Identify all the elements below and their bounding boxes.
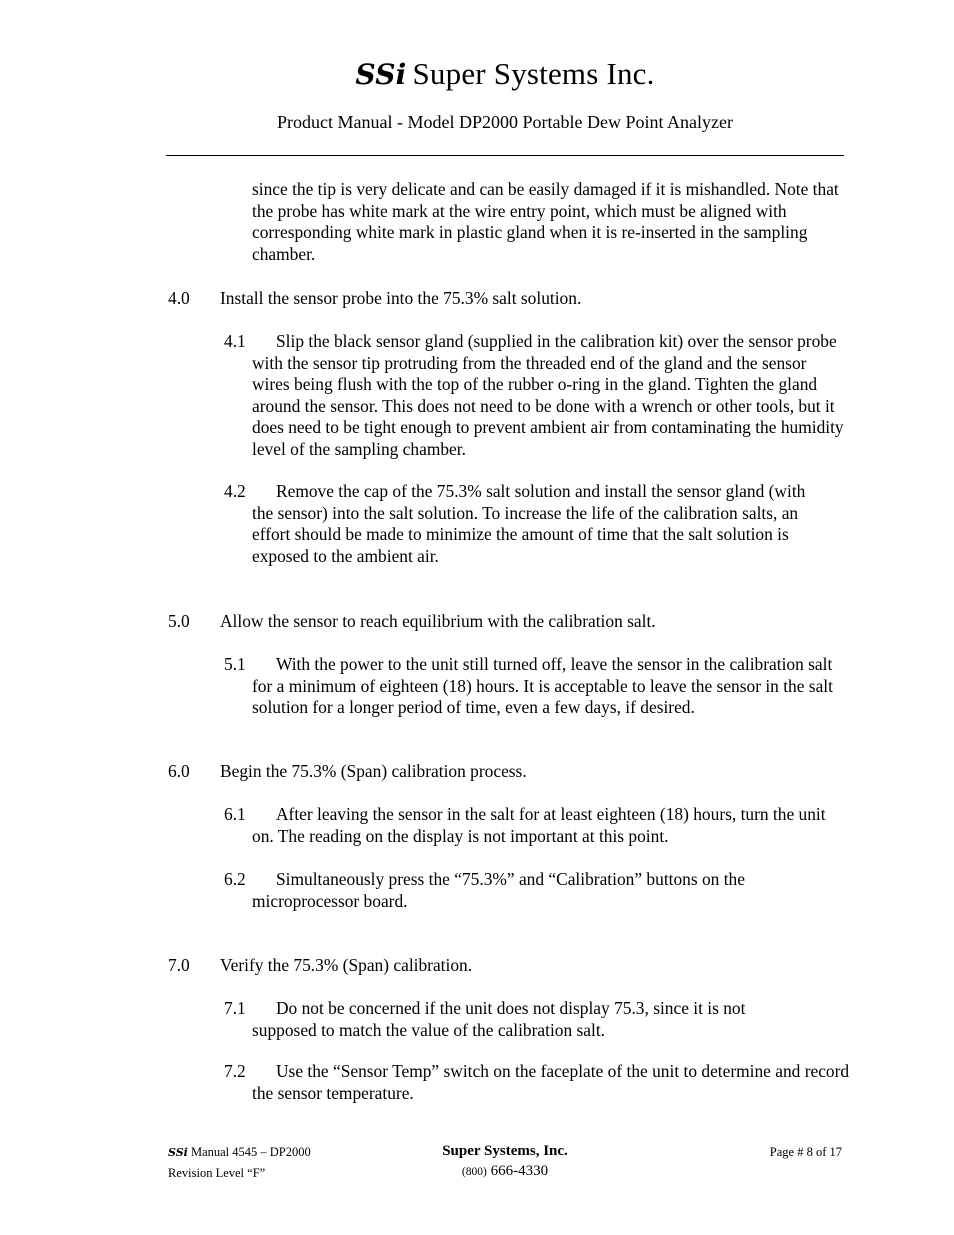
subsection-6-2-number: 6.2 (224, 869, 246, 889)
footer-manual-number: Manual 4545 – DP2000 (187, 1145, 311, 1159)
section-number: 7.0 (168, 955, 190, 975)
section-number: 6.0 (168, 761, 190, 781)
section-number: 4.0 (168, 288, 190, 308)
subsection-text: Simultaneously press the “75.3%” and “Calibration” buttons on the microprocessor board. (252, 869, 745, 911)
subsection-4-2-text (224, 481, 830, 567)
subsection-5-1-text (224, 654, 846, 719)
section-5-0 (168, 611, 656, 633)
subsection-7-2-text (224, 1061, 850, 1104)
subsection-4-2-number: 4.2 (224, 481, 246, 501)
subsection-6-1-number: 6.1 (224, 804, 246, 824)
header-divider (166, 155, 844, 156)
company-title (0, 56, 954, 92)
subsection-7-1-number: 7.1 (224, 998, 246, 1018)
subsection-7-1-text (224, 998, 814, 1041)
subsection-text: Do not be concerned if the unit does not display 75.3, since it is not supposed to match the value of the calibration salt. (252, 998, 746, 1040)
footer-phone (400, 1161, 610, 1182)
subsection-6-2-text (224, 869, 814, 912)
subsection-text: With the power to the unit still turned off, leave the sensor in the calibration salt for a minimum of eighteen (18) hours. It is acceptable to leave the sensor in the salt solution for a longer period of time, even a few days, if desired. (252, 654, 833, 718)
section-text: Allow the sensor to reach equilibrium with the calibration salt. (220, 611, 656, 631)
footer-page-number: Page # 8 of 17 (769, 1145, 842, 1159)
manual-subtitle: Product Manual - Model DP2000 Portable Dew Point Analyzer (277, 112, 733, 132)
subsection-text: After leaving the sensor in the salt for at least eighteen (18) hours, turn the unit on. The reading on the display is not important at this point. (252, 804, 826, 846)
footer-center (400, 1141, 610, 1182)
footer-left (168, 1142, 311, 1184)
section-number: 5.0 (168, 611, 190, 631)
section-6-0 (168, 761, 527, 783)
footer-revision: Revision Level “F” (168, 1166, 266, 1180)
company-name: Super Systems Inc. (412, 56, 655, 91)
subsection-text: Use the “Sensor Temp” switch on the faceplate of the unit to determine and record the sensor temperature. (252, 1061, 850, 1103)
footer-company: Super Systems, Inc. (442, 1143, 568, 1159)
section-4-0 (168, 288, 581, 310)
intro-paragraph: since the tip is very delicate and can be easily damaged if it is mishandled. Note that the probe has white mark at the wire entry point, which must be aligned with corresponding white mark in plastic gland when it is re-inserted in the sampling chamber. (252, 179, 839, 264)
subsection-5-1-number: 5.1 (224, 654, 246, 674)
ssi-logo: SSi (355, 58, 407, 91)
section-7-0 (168, 955, 472, 977)
subsection-text: Slip the black sensor gland (supplied in the calibration kit) over the sensor probe with the sensor tip protruding from the threaded end of the gland and the sensor wires being flush with the top of the rubber o-ring in the gland. Tighten the gland around the sensor. This does not need to be done with a wrench or other tools, but it does need to be tight enough to prevent ambient air from contaminating the humidity level of the sampling chamber. (252, 331, 844, 459)
footer-ssi-logo: SSi (168, 1146, 188, 1159)
subsection-6-1-text (224, 804, 842, 847)
section-text: Verify the 75.3% (Span) calibration. (220, 955, 473, 975)
footer-phone-area: (800) (461, 1166, 487, 1178)
footer-phone-number: 666-4330 (486, 1163, 549, 1179)
subsection-4-1-text (224, 331, 844, 461)
subsection-number: 4.1 (224, 331, 246, 351)
subsection-7-2-number: 7.2 (224, 1061, 246, 1081)
section-text: Install the sensor probe into the 75.3% salt solution. (220, 288, 582, 308)
section-text: Begin the 75.3% (Span) calibration process. (220, 761, 527, 781)
subsection-text: Remove the cap of the 75.3% salt solution and install the sensor gland (with the sensor) into the salt solution. To increase the life of the calibration salts, an effort should be made to minimize the amount of time that the salt solution is exposed to the ambient air. (252, 481, 806, 566)
